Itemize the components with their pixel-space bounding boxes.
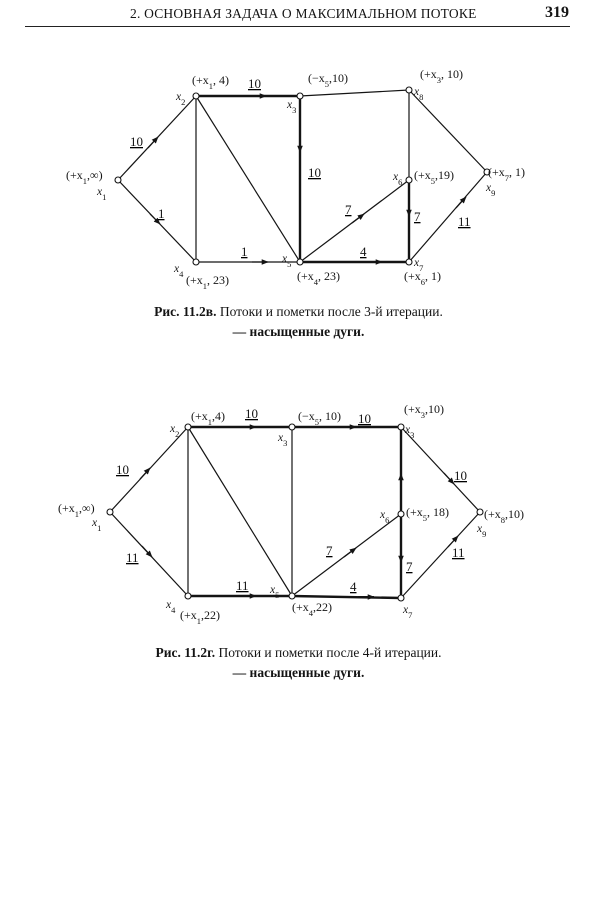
node-label-x9: ($+x_7$, 1)	[488, 165, 526, 183]
edge-x5-x7	[292, 596, 401, 598]
caption-label: Рис. 11.2г.	[155, 645, 216, 660]
flow-label-x8-x9: 10	[454, 468, 467, 483]
caption-line	[0, 302, 597, 322]
node-label-x2: ($+x_1$, 4)	[192, 73, 230, 91]
node-name-x6: $x_6$	[380, 509, 390, 525]
node-x7	[406, 259, 412, 265]
edge-x3-x8	[300, 90, 409, 96]
caption-text: Потоки и пометки после 4-й итерации.	[218, 645, 442, 660]
running-title: 2. ОСНОВНАЯ ЗАДАЧА О МАКСИМАЛЬНОМ ПОТОКЕ	[130, 6, 477, 21]
flow-label-x5-x6: 7	[326, 543, 333, 558]
node-x4	[193, 259, 199, 265]
figure-a-graph	[0, 0, 597, 300]
node-x5	[297, 259, 303, 265]
figure-b-caption	[0, 643, 597, 683]
node-x6	[406, 177, 412, 183]
node-x5	[289, 593, 295, 599]
node-name-x9: $x_9$	[486, 182, 496, 198]
flow-label-x5-x7: 4	[360, 244, 367, 259]
node-label-x7: ($+x_6$, 1)	[404, 269, 442, 287]
flow-label-x1-x4: 11	[126, 550, 139, 565]
caption-legend: — насыщенные дуги.	[232, 665, 365, 680]
flow-label-x3-x8: 10	[358, 411, 371, 426]
node-name-x3: $x_3$	[278, 432, 288, 448]
node-name-x1: $x_1$	[92, 517, 102, 533]
figure-b-graph	[0, 350, 597, 650]
arrow-x1-x2	[140, 468, 150, 479]
node-x7	[398, 595, 404, 601]
node-name-x9: $x_9$	[477, 523, 487, 539]
node-name-x2: $x_2$	[170, 423, 180, 439]
caption-line	[0, 643, 597, 663]
flow-label-x4-x5: 1	[241, 244, 248, 259]
arrow-x5-x6	[344, 548, 356, 557]
flow-label-x1-x2: 10	[116, 462, 129, 477]
flow-label-x1-x2: 10	[130, 134, 143, 149]
flow-label-x3-x5: 10	[308, 165, 321, 180]
flow-label-x4-x5: 11	[236, 578, 249, 593]
node-name-x4: $x_4$	[174, 263, 184, 279]
node-label-x4: $(+x_1,22)$	[180, 608, 221, 626]
node-label-x5: ($+x_4$, 23)	[297, 269, 341, 287]
node-label-x6: ($+x_5$, 18)	[406, 505, 450, 523]
edge-x7-x9	[401, 512, 480, 598]
caption-legend: — насыщенные дуги.	[232, 324, 365, 339]
edge-x2-x5	[188, 427, 292, 596]
page-number: 319	[545, 4, 569, 21]
flow-label-x2-x3: 10	[248, 76, 261, 91]
arrow-x1-x4	[142, 546, 152, 557]
node-name-x4: $x_4$	[166, 599, 176, 615]
node-name-x5: $x_5$	[282, 253, 292, 269]
edge-x2-x5	[196, 96, 300, 262]
flow-label-x2-x3: 10	[245, 406, 258, 421]
node-label-x1: $(+x_1,\infty)$	[58, 501, 95, 519]
flow-label-x5-x6: 7	[345, 202, 352, 217]
flow-label-x1-x4: 1	[158, 206, 165, 221]
node-name-x5: $x_5$	[270, 584, 280, 600]
node-label-x1: $(+x_1,\infty)$	[66, 168, 103, 186]
figure-a-caption	[0, 302, 597, 342]
node-x3	[297, 93, 303, 99]
node-label-x3: $(-x_5,10)$	[308, 71, 349, 89]
node-name-x8: $x_3$	[405, 424, 415, 440]
node-label-x2: $(+x_1,4)$	[191, 409, 226, 427]
arrow-x8-x9	[444, 473, 454, 484]
node-label-x4: ($+x_1$, 23)	[186, 273, 230, 291]
node-x2	[193, 93, 199, 99]
node-x4	[185, 593, 191, 599]
caption-label: Рис. 11.2в.	[154, 304, 217, 319]
node-name-x2: $x_2$	[176, 91, 186, 107]
arrow-x1-x2	[148, 137, 158, 148]
node-name-x1: $x_1$	[97, 186, 107, 202]
node-x3	[289, 424, 295, 430]
node-name-x7: $x_7$	[414, 257, 424, 273]
node-x1	[107, 509, 113, 515]
flow-label-x6-x7: 7	[406, 559, 413, 574]
node-x6	[398, 511, 404, 517]
arrow-x5-x6	[352, 214, 364, 223]
flow-label-x6-x7: 7	[414, 209, 421, 224]
node-name-x3: $x_3$	[287, 99, 297, 115]
node-name-x7: $x_7$	[403, 604, 413, 620]
node-label-x8: $(+x_3,10)$	[404, 402, 445, 420]
edge-x8-x9	[409, 90, 487, 172]
node-x1	[115, 177, 121, 183]
node-x8	[406, 87, 412, 93]
node-name-x6: $x_6$	[393, 171, 403, 187]
node-x9	[477, 509, 483, 515]
flow-label-x5-x7: 4	[350, 579, 357, 594]
node-label-x6: $(+x_5,19)$	[414, 168, 455, 186]
node-x2	[185, 424, 191, 430]
flow-label-x7-x9: 11	[452, 545, 465, 560]
node-x8	[398, 424, 404, 430]
node-label-x9: $(+x_8,10)$	[484, 507, 525, 525]
node-label-x8: ($+x_3$, 10)	[420, 67, 464, 85]
edge-x7-x9	[409, 172, 487, 262]
node-label-x3: ($-x_5$, 10)	[298, 409, 342, 427]
arrow-x7-x9	[456, 197, 466, 208]
flow-label-x7-x9: 11	[458, 214, 471, 229]
caption-text: Потоки и пометки после 3-й итерации.	[219, 304, 443, 319]
node-label-x5: $(+x_4,22)$	[292, 600, 333, 618]
node-name-x8: $x_8$	[414, 86, 424, 102]
